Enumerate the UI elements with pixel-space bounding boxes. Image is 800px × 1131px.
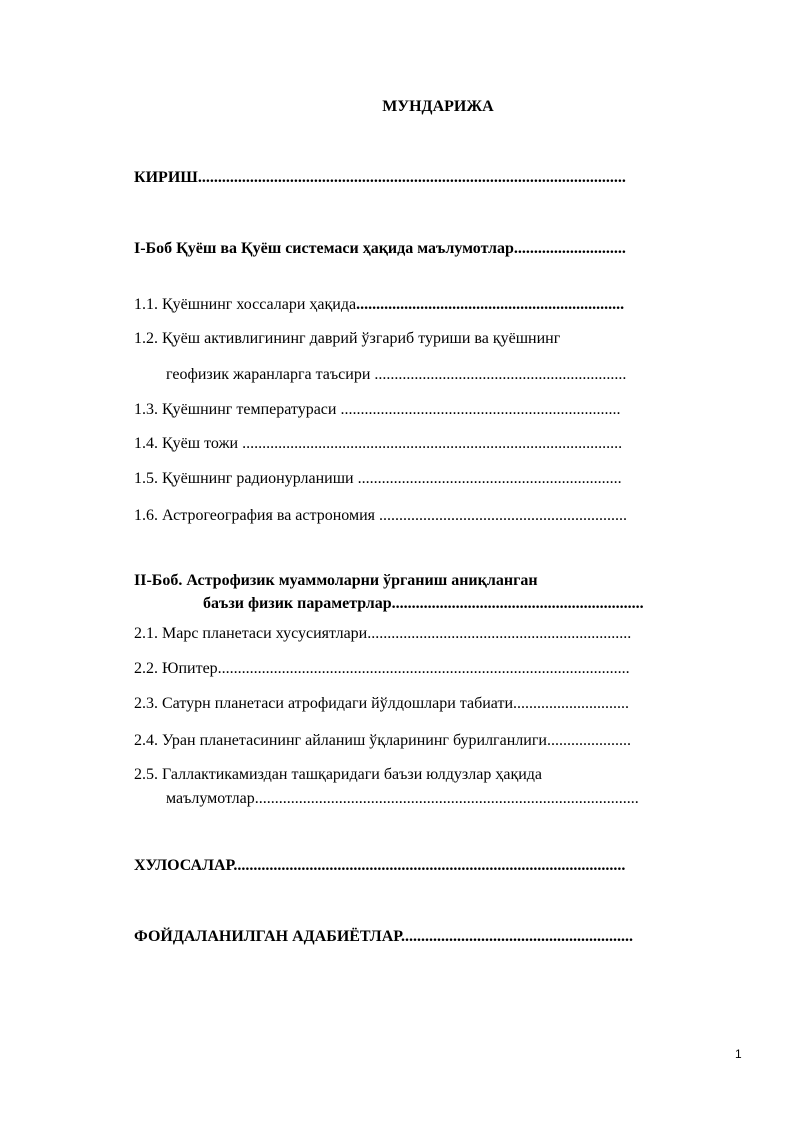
toc-entry-references: ФОЙДАЛАНИЛГАН АДАБИЁТЛАР.......................................................... [134, 928, 634, 945]
toc-entry-2-5-line2: маълумотлар................................................................................................ [166, 790, 639, 807]
toc-entry-1-1-text: 1.1. Қуёшнинг хоссалари ҳақида [134, 296, 357, 313]
toc-entry-2-3: 2.3. Сатурн планетаси атрофидаги йўлдошлари табиати............................. [134, 695, 630, 712]
toc-entry-1-1 [134, 295, 624, 315]
page-title: МУНДАРИЖА [382, 98, 494, 115]
toc-entry-1-4: 1.4. Қуёш тожи ............................................................................................... [134, 435, 623, 452]
toc-entry-2-5-line1: 2.5. Галлактикамиздан ташқаридаги баъзи юлдузлар ҳақида [134, 766, 543, 783]
toc-entry-1-1-leader: ................................................................... [356, 296, 625, 313]
toc-entry-1-3: 1.3. Қуёшнинг температураси ...................................................................... [134, 401, 621, 418]
toc-entry-1-2-line2: геофизик жаранларга таъсири ............................................................... [166, 366, 627, 383]
toc-chapter-2-line2: баъзи физик параметрлар............................................................... [203, 595, 644, 612]
toc-entry-2-1: 2.1. Марс планетаси хусусиятлари.................................................................. [134, 625, 632, 642]
toc-entry-1-6: 1.6. Астрогеография ва астрономия .............................................................. [134, 507, 627, 524]
toc-entry-conclusions: ХУЛОСАЛАР.................................................................................................. [134, 857, 626, 874]
toc-entry-intro: КИРИШ........................................................................................................... [134, 169, 626, 186]
page-number: 1 [735, 1047, 742, 1061]
toc-entry-1-2-line1: 1.2. Қуёш активлигининг даврий ўзгариб туриши ва қуёшнинг [134, 330, 561, 347]
toc-entry-2-4: 2.4. Уран планетасининг айланиш ўқларининг бурилганлиги..................... [134, 732, 631, 749]
toc-chapter-1: I-Боб Қуёш ва Қуёш системаси ҳақида маълумотлар............................ [134, 240, 626, 257]
toc-entry-1-5: 1.5. Қуёшнинг радионурланиши .................................................................. [134, 470, 622, 487]
toc-entry-2-2: 2.2. Юпитер....................................................................................................... [134, 660, 630, 677]
toc-chapter-2-line1: II-Боб. Астрофизик муаммоларни ўрганиш аниқланган [134, 572, 538, 589]
